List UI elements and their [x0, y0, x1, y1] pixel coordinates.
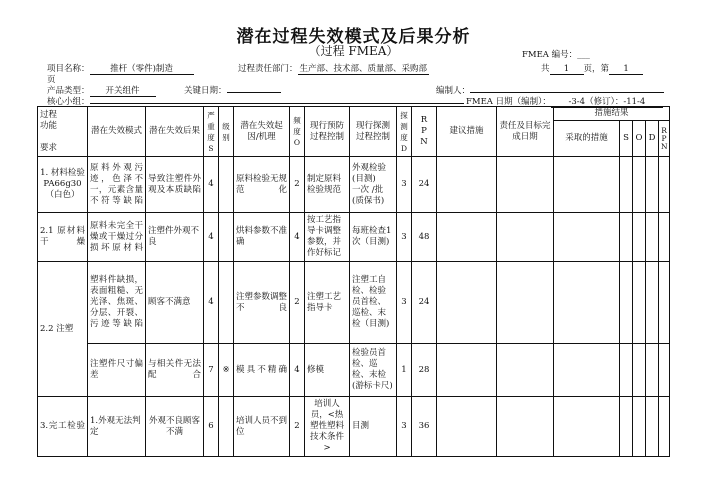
cell-result-o	[633, 344, 646, 397]
page-mid: 页，第	[583, 64, 610, 74]
cell-prevention: 制定原料检验规范	[305, 157, 350, 213]
process-responsibility	[238, 62, 429, 75]
col-class: 级别	[219, 107, 234, 157]
cell-result-d	[646, 157, 659, 213]
table-row	[38, 262, 670, 344]
core-team-value	[90, 103, 464, 104]
cell-rpn: 36	[412, 397, 437, 457]
cell-class	[219, 157, 234, 213]
cell-failure-effect: 顾客不满意	[146, 262, 204, 344]
cell-result-d	[646, 397, 659, 457]
cell-cause: 模具不精确	[234, 344, 290, 397]
cell-detection: 3	[397, 157, 412, 213]
col-result-rpn: R P N	[659, 121, 670, 157]
product-type-value: 开关组件	[90, 86, 156, 97]
col-prevention: 现行预防过程控制	[305, 107, 350, 157]
cell-rpn: 24	[412, 157, 437, 213]
core-team-label: 核心小组：	[47, 97, 90, 107]
document-title: 潜在过程失效模式及后果分析	[236, 27, 471, 47]
page-current: 1	[609, 64, 643, 75]
col-action-results: 措施结果	[554, 107, 670, 121]
cell-result-rpn	[659, 157, 670, 213]
cell-prevention: 按工艺指导卡调整参数，并作好标记	[305, 213, 350, 262]
cell-result-rpn	[659, 213, 670, 262]
cell-detection: 3	[397, 262, 412, 344]
cell-responsibility	[497, 397, 554, 457]
cell-detection: 3	[397, 213, 412, 262]
cell-result-o	[633, 262, 646, 344]
cell-failure-effect: 外观不良顾客不满	[146, 397, 204, 457]
cell-severity: 7	[204, 344, 219, 397]
fmea-table	[37, 106, 670, 457]
cell-occurrence: 2	[290, 397, 305, 457]
cell-result-s	[620, 397, 633, 457]
cell-actions-taken	[554, 213, 620, 262]
col-cause: 潜在失效起因/机理	[234, 107, 290, 157]
cell-responsibility	[497, 262, 554, 344]
document-subtitle: （过程 FMEA）	[308, 44, 399, 58]
col-responsibility: 责任及目标完成日期	[497, 107, 554, 157]
cell-failure-effect: 导致注塑件外观及本质缺陷	[146, 157, 204, 213]
cell-responsibility	[497, 157, 554, 213]
col-result-o: O	[633, 121, 646, 157]
preparer-label: 编制人：	[436, 86, 471, 96]
cell-recommended	[437, 157, 497, 213]
cell-recommended	[437, 213, 497, 262]
cell-recommended	[437, 262, 497, 344]
cell-class	[219, 397, 234, 457]
cell-cause: 原料检验无规范化	[234, 157, 290, 213]
col-result-s: S	[620, 121, 633, 157]
cell-result-o	[633, 213, 646, 262]
table-row	[38, 397, 670, 457]
col-detection-control: 现行探测过程控制	[350, 107, 397, 157]
col-actions-taken: 采取的措施	[554, 121, 620, 157]
project-name-label: 项目名称：	[47, 64, 90, 74]
cell-occurrence: 4	[290, 213, 305, 262]
fmea-number-label: FMEA 编号：	[522, 50, 578, 60]
cell-prevention: 培训人员，<热塑性塑料技术条件>	[305, 397, 350, 457]
cell-occurrence: 2	[290, 262, 305, 344]
col-failure-mode: 潜在失效模式	[88, 107, 146, 157]
cell-result-s	[620, 157, 633, 213]
cell-class: ※	[219, 344, 234, 397]
process-responsibility-value: 生产部、技术部、质量部、采购部	[299, 64, 428, 74]
cell-occurrence: 2	[290, 157, 305, 213]
project-name	[47, 62, 194, 75]
cell-result-o	[633, 397, 646, 457]
cell-cause: 烘料参数不准确	[234, 213, 290, 262]
col-severity: 严重度 S	[204, 107, 219, 157]
fmea-date-value: -3-4（修订）：-11-4	[551, 97, 663, 108]
cell-detection: 3	[397, 397, 412, 457]
project-name-value: 推杆（零件)制造	[90, 64, 194, 75]
cell-result-rpn	[659, 262, 670, 344]
key-date-label: 关键日期：	[184, 86, 227, 96]
cell-failure-mode: 原料外观污迹，色泽不一，元素含量不符等缺陷	[88, 157, 146, 213]
cell-actions-taken	[554, 157, 620, 213]
cell-detection: 1	[397, 344, 412, 397]
product-type-label: 产品类型：	[47, 86, 90, 96]
cell-severity: 4	[204, 157, 219, 213]
cell-actions-taken	[554, 397, 620, 457]
col-recommended-actions: 建议措施	[437, 107, 497, 157]
cell-result-d	[646, 262, 659, 344]
col-occurrence: 频度 O	[290, 107, 305, 157]
cell-recommended	[437, 397, 497, 457]
fmea-number	[522, 48, 590, 60]
cell-severity: 4	[204, 262, 219, 344]
cell-result-o	[633, 157, 646, 213]
cell-detection-control: 目测	[350, 397, 397, 457]
cell-result-s	[620, 262, 633, 344]
cell-process: 3.完工检验	[38, 397, 88, 457]
preparer-value	[470, 92, 664, 93]
cell-rpn: 48	[412, 213, 437, 262]
col-process-function: 过程 功能 要求	[38, 107, 88, 157]
cell-actions-taken	[554, 344, 620, 397]
cell-recommended	[437, 344, 497, 397]
cell-prevention: 修模	[305, 344, 350, 397]
cell-occurrence: 4	[290, 344, 305, 397]
fmea-date-label: FMEA 日期（编制）：	[466, 97, 551, 107]
cell-process: 2.1 原材料干燥	[38, 213, 88, 262]
cell-result-d	[646, 213, 659, 262]
cell-failure-mode: 注塑件尺寸偏差	[88, 344, 146, 397]
cell-process: 2.2 注塑	[38, 262, 88, 397]
cell-result-s	[620, 344, 633, 397]
cell-cause: 注塑参数调整不良	[234, 262, 290, 344]
col-failure-effect: 潜在失效后果	[146, 107, 204, 157]
cell-failure-mode: 塑料件缺损，表面粗糙、无光泽、焦斑、分层、开裂、污迹等缺陷	[88, 262, 146, 344]
cell-rpn: 28	[412, 344, 437, 397]
cell-detection-control: 检验员首检、巡检、末检(游标卡尺)	[350, 344, 397, 397]
cell-failure-effect: 与相关件无法配合	[146, 344, 204, 397]
page-suffix: 页	[47, 75, 56, 85]
cell-failure-mode: 1.外观无法判定	[88, 397, 146, 457]
cell-prevention: 注塑工艺指导卡	[305, 262, 350, 344]
cell-severity: 6	[204, 397, 219, 457]
cell-result-rpn	[659, 397, 670, 457]
cell-failure-mode: 原料未完全干燥或干燥过分损坏原材料	[88, 213, 146, 262]
cell-result-s	[620, 213, 633, 262]
page-count	[541, 62, 643, 75]
process-responsibility-label: 过程责任部门：	[238, 64, 298, 74]
cell-result-d	[646, 344, 659, 397]
table-row	[38, 213, 670, 262]
cell-detection-control: 外观检验(目测) 一次 /批(质保书)	[350, 157, 397, 213]
page-prefix: 共	[541, 64, 550, 74]
page-total: 1	[550, 64, 584, 75]
cell-responsibility	[497, 344, 554, 397]
cell-severity: 4	[204, 213, 219, 262]
table-row	[38, 157, 670, 213]
fmea-number-value: ___	[577, 50, 590, 60]
cell-rpn: 24	[412, 262, 437, 344]
cell-process: 1. 材料检验PA66g30（白色）	[38, 157, 88, 213]
key-date-value	[227, 92, 281, 93]
col-detection: 探测度 D	[397, 107, 412, 157]
cell-detection-control: 每班检查1次（目测)	[350, 213, 397, 262]
cell-cause: 培训人员不到位	[234, 397, 290, 457]
col-rpn: R P N	[412, 107, 437, 157]
cell-detection-control: 注塑工自检、检验员首检、巡检、末检（目测)	[350, 262, 397, 344]
cell-class	[219, 213, 234, 262]
cell-result-rpn	[659, 344, 670, 397]
cell-responsibility	[497, 213, 554, 262]
cell-class	[219, 262, 234, 344]
cell-failure-effect: 注塑件外观不良	[146, 213, 204, 262]
cell-actions-taken	[554, 262, 620, 344]
col-result-d: D	[646, 121, 659, 157]
table-row	[38, 344, 670, 397]
